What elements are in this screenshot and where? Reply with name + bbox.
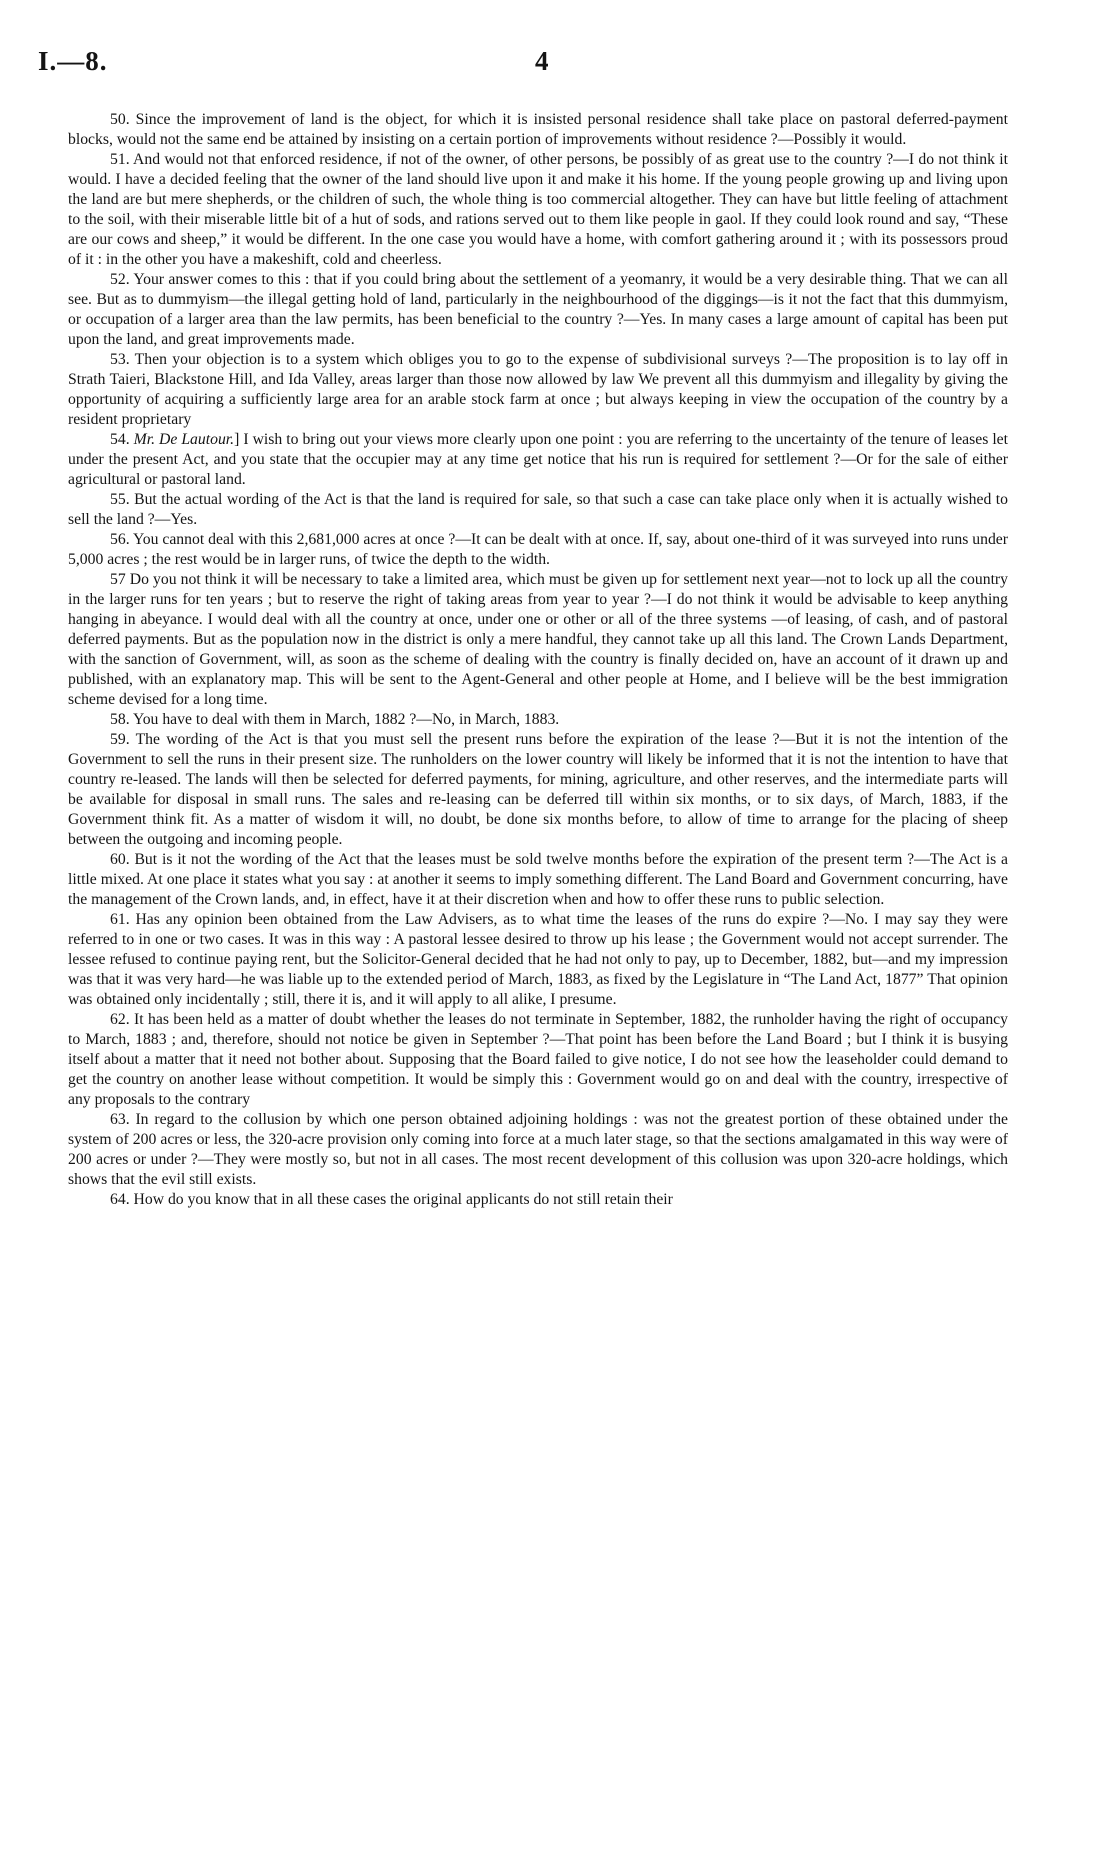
paragraph-58: 58. You have to deal with them in March, 1882 ?—No, in March, 1883.	[110, 711, 560, 728]
paragraph-64: 64. How do you know that in all these cases the original applicants do not still retain their	[110, 1191, 673, 1208]
paragraph-59: 59. The wording of the Act is that you must sell the present runs before the expiration of the lease ?—But it is not the intention of the Government to sell the runs in their present size. The runholders on the lower country will likely be informed that it is not the intention to have that country re-leased. The lands will then be selected for deferred payments, for mining, agriculture, and other reserves, and the intermediate parts will be available for disposal in small runs. The sales and re-leasing can be deferred till within six months, or to six days, of March, 1883, if the Government think fit. As a matter of wisdom it will, no doubt, be done six months before, to allow of time to arrange for the placing of sheep between the outgoing and incoming people.	[68, 731, 1008, 848]
paragraph-52: 52. Your answer comes to this : that if you could bring about the settlement of a yeomanry, it would be a very desirable thing. That we can all see. But as to dummyism—the illegal getting hold of land, particularly in the neighbourhood of the diggings—is it not the fact that this dummyism, or occupation of a larger area than the law permits, has been beneficial to the country ?—Yes. In many cases a large amount of capital has been put upon the land, and great improvements made.	[68, 271, 1008, 348]
paragraph-62: 62. It has been held as a matter of doubt whether the leases do not terminate in September, 1882, the runholder having the right of occupancy to March, 1883 ; and, therefore, should not notice be given in September ?—That point has been before the Land Board ; but I think it is busying itself about a matter that it need not bother about. Supposing that the Board failed to give notice, I do not see how the leaseholder could demand to get the country on another lease without competition. It would be simply this : Government would go on and deal with the country, irrespective of any proposals to the contrary	[68, 1011, 1008, 1108]
paragraph-55: 55. But the actual wording of the Act is that the land is required for sale, so that such a case can take place only when it is actually wished to sell the land ?—Yes.	[68, 491, 1008, 528]
paragraph-61: 61. Has any opinion been obtained from the Law Advisers, as to what time the leases of the runs do expire ?—No. I may say they were referred to in one or two cases. It was in this way : A pastoral lessee desired to throw up his lease ; the Government would not accept surrender. The lessee refused to continue paying rent, but the Solicitor-General decided that he had not only to pay, up to December, 1882, but—and my impression was that it was very hard—he was liable up to the extended period of March, 1883, as fixed by the Legislature in “The Land Act, 1877” That opinion was obtained only incidentally ; still, there it is, and it will apply to all alike, I presume.	[68, 911, 1008, 1008]
paragraph-51: 51. And would not that enforced residence, if not of the owner, of other persons, be possibly of as great use to the country ?—I do not think it would. I have a decided feeling that the owner of the land should live upon it and make it his home. If the young people growing up and living upon the land are but mere shepherds, or the children of such, the whole thing is too commercial altogether. They can have but little feeling of attachment to the soil, with their miserable little bit of a hut of sods, and rations served out to them like people in gaol. If they could look round and say, “These are our cows and sheep,” it would be different. In the one case you would have a home, with comfort gathering around it ; with its possessors proud of it : in the other you have a makeshift, cold and cheerless.	[68, 151, 1008, 268]
speaker-name: Mr. De Lautour.	[133, 431, 235, 448]
paragraph-63: 63. In regard to the collusion by which one person obtained adjoining holdings : was not the greatest portion of these obtained under the system of 200 acres or less, the 320-acre provision only coming into force at a much later stage, so that the sections amalgamated in this way were of 200 acres or under ?—They were mostly so, but not in all cases. The most recent development of this collusion was upon 320-acre holdings, which shows that the evil still exists.	[68, 1111, 1008, 1188]
page-number: 4	[535, 46, 549, 76]
paragraph-53: 53. Then your objection is to a system which obliges you to go to the expense of subdivisional surveys ?—The proposition is to lay off in Strath Taieri, Blackstone Hill, and Ida Valley, areas larger than those now allowed by law We prevent all this dummyism and illegality by giving the opportunity of acquiring a sufficiently large area for an arable stock farm at once ; but always keeping in view the occupation of the country by a resident proprietary	[68, 351, 1008, 428]
page-header	[38, 46, 1078, 86]
paragraph-54-text: ] I wish to bring out your views more clearly upon one point : you are referring to the uncertainty of the tenure of leases let under the present Act, and you state that the occupier may at any time get notice that his run is required for settlement ?—Or for the sale of either agricultural or pastoral land.	[68, 431, 1009, 488]
question-number: 54.	[110, 431, 134, 448]
paragraph-50: 50. Since the improvement of land is the object, for which it is insisted personal residence shall take place on pastoral deferred-payment blocks, would not the same end be attained by insisting on a certain portion of improvements without residence ?—Possibly it would.	[68, 111, 1008, 148]
paragraph-57: 57 Do you not think it will be necessary to take a limited area, which must be given up for settlement next year—not to lock up all the country in the larger runs for ten years ; but to reserve the right of taking areas from year to year ?—I do not think it would be advisable to keep anything hanging in abeyance. I would deal with all the country at once, under one or other or all of the three systems —of leasing, of cash, and of pastoral deferred payments. But as the population now in the district is only a mere handful, they cannot take up all this land. The Crown Lands Department, with the sanction of Government, will, as soon as the scheme of dealing with the country is finally decided on, have an account of it drawn up and published, with an explanatory map. This will be sent to the Agent-General and other people at Home, and I believe will be the best immigration scheme devised for a long time.	[68, 571, 1008, 708]
paragraph-60: 60. But is it not the wording of the Act that the leases must be sold twelve months before the expiration of the present term ?—The Act is a little mixed. At one place it states what you say : at another it seems to imply something different. The Land Board and Government concurring, have the management of the Crown lands, and, in effect, have it at their discretion when and how to offer these runs to public selection.	[68, 851, 1008, 908]
document-reference: I.—8.	[38, 46, 108, 76]
body-text	[68, 110, 1008, 1210]
paragraph-56: 56. You cannot deal with this 2,681,000 acres at once ?—It can be dealt with at once. If, say, about one-third of it was surveyed into runs under 5,000 acres ; the rest would be in larger runs, of twice the depth to the width.	[68, 531, 1008, 568]
paragraph-54	[68, 430, 1008, 490]
